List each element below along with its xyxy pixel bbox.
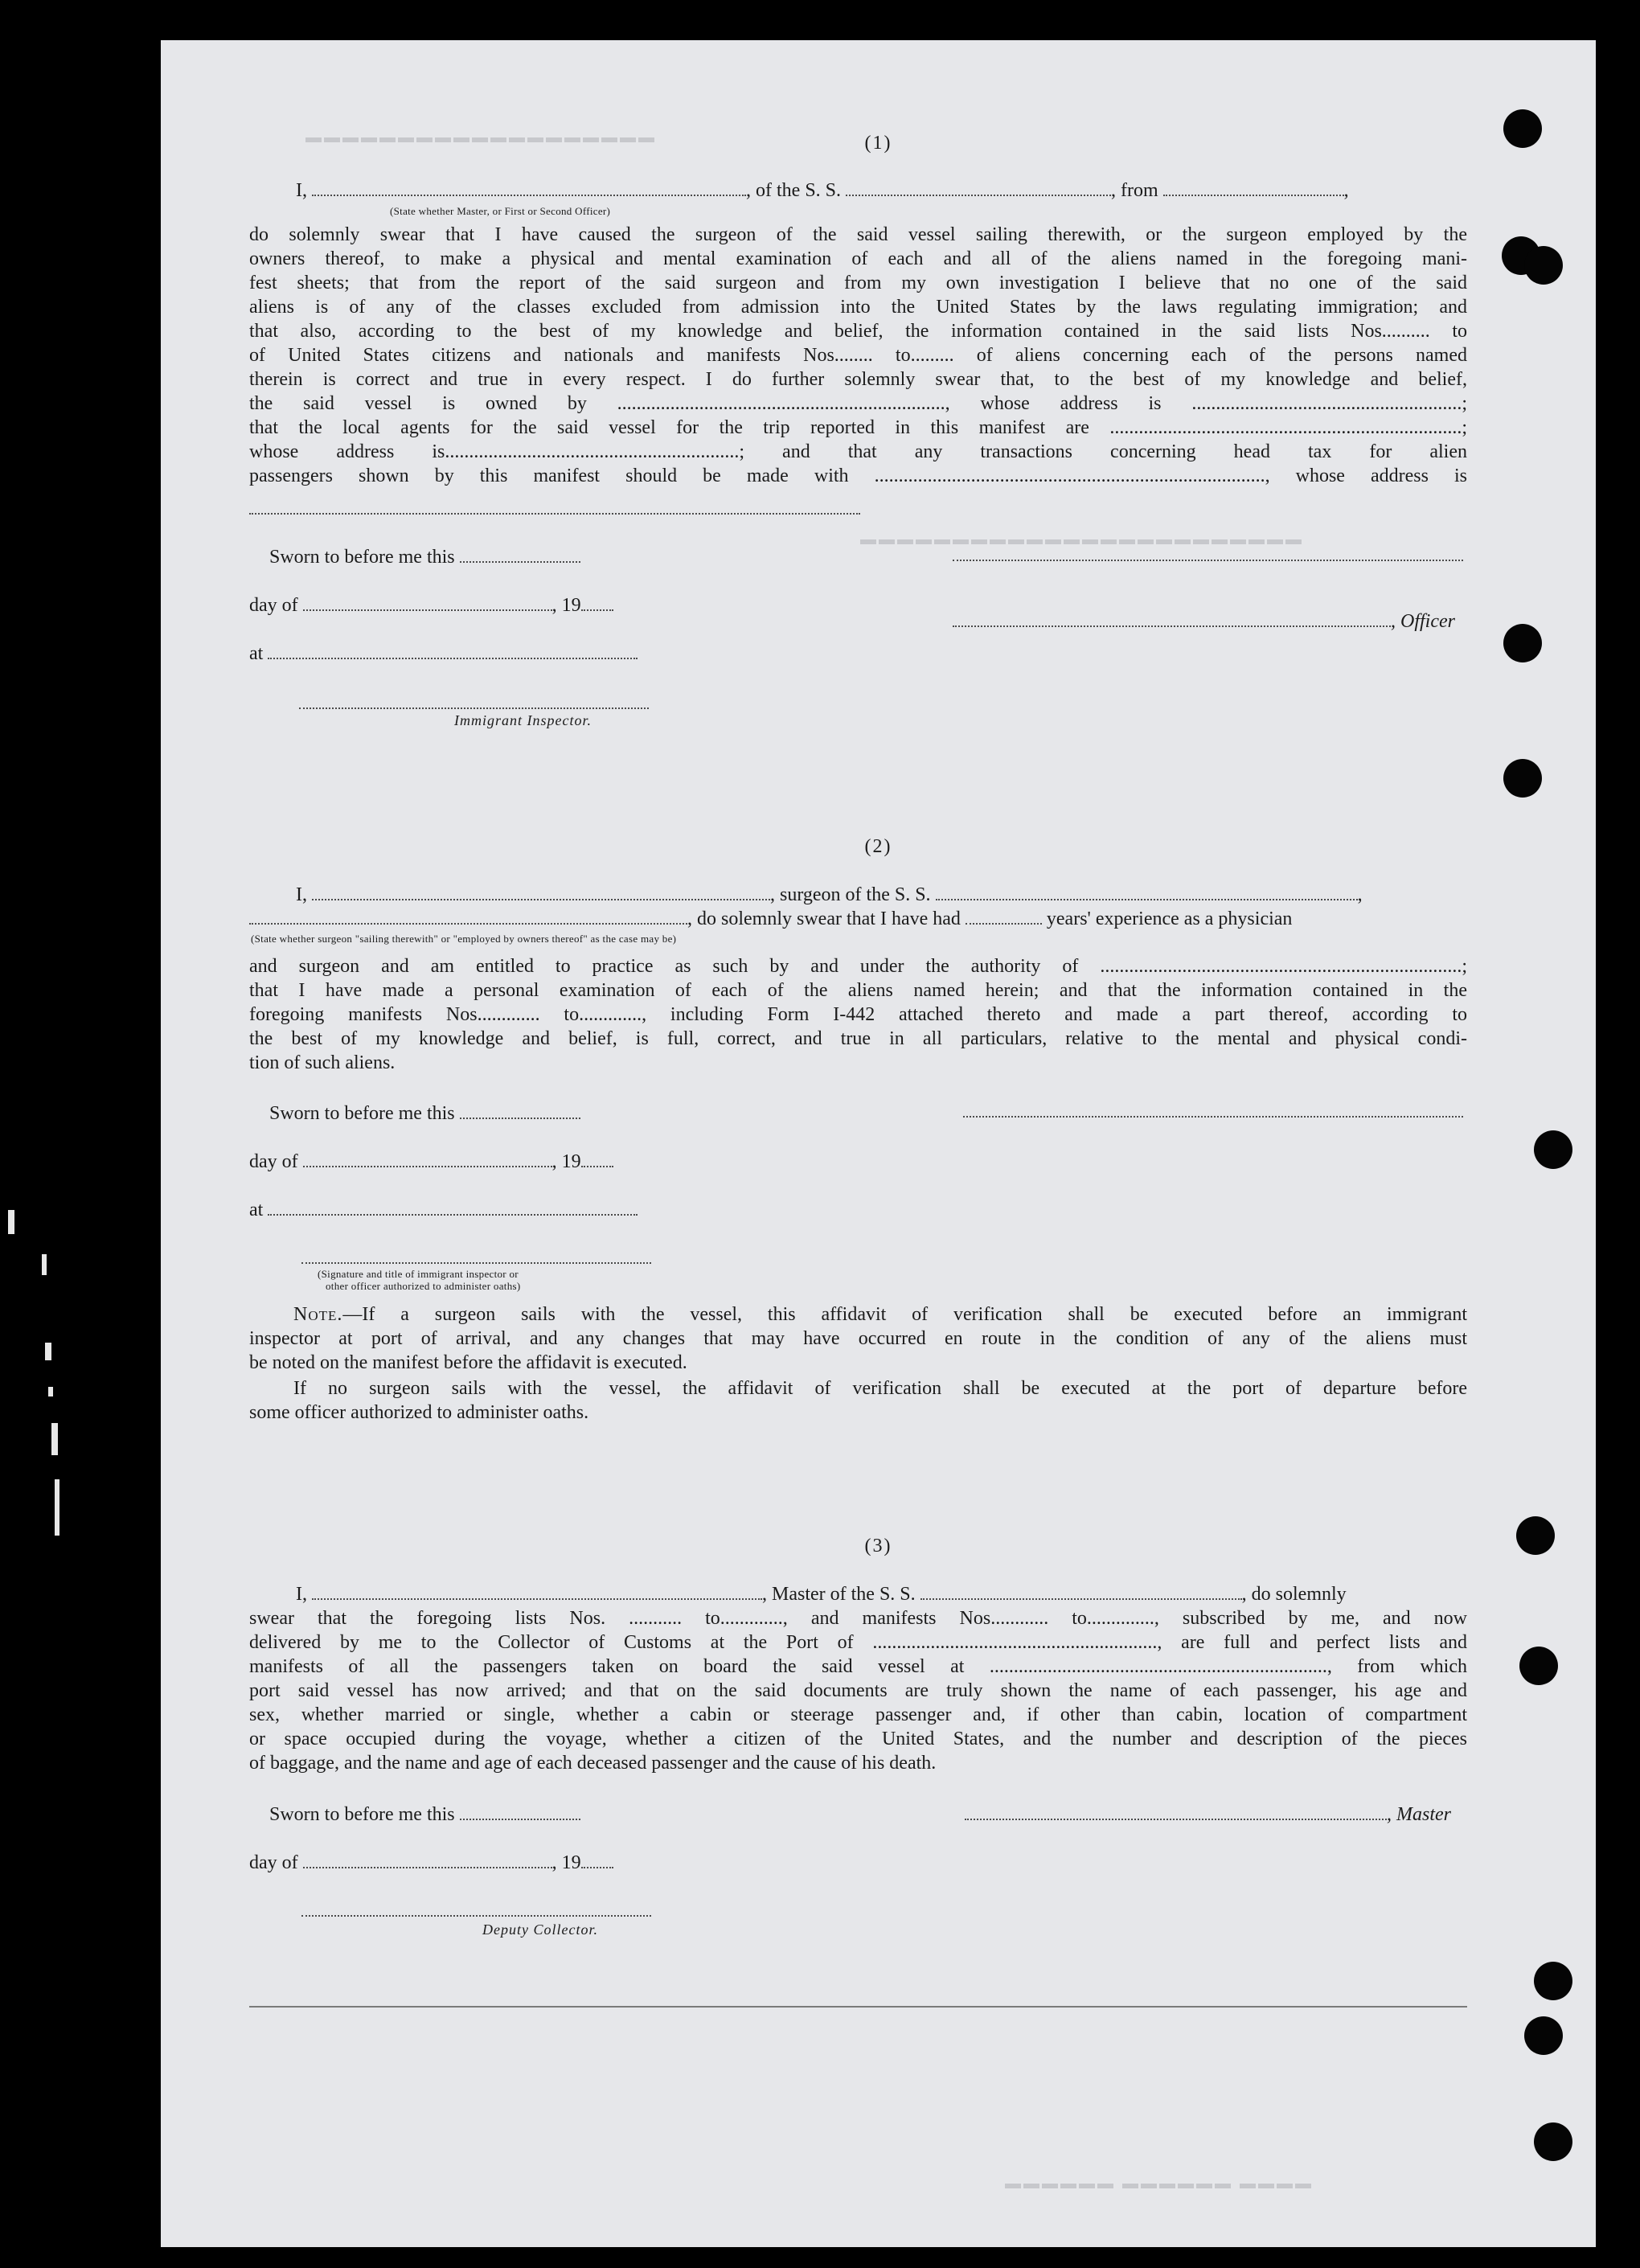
section-2-number: (2) (864, 836, 892, 857)
section-1-line: the said vessel is owned by ...................................................................., whose address is ........................................................; (249, 393, 1467, 414)
punch-hole (1503, 624, 1542, 662)
day-of-line-1: day of , 19 (249, 593, 613, 617)
bleed-through-text: ▬▬▬▬▬▬ ▬▬▬▬▬▬ ▬▬▬▬ (1005, 2175, 1314, 2192)
punch-hole (1524, 246, 1563, 285)
surgeon-status-field[interactable] (249, 908, 687, 925)
examiner-signature-line[interactable] (301, 1262, 651, 1264)
section-2-line: that I have made a personal examination of each of the aliens named herein; and that the information contained in the (249, 980, 1467, 1001)
note-line: some officer authorized to administer oaths. (249, 1402, 589, 1423)
at-line-2: at (249, 1198, 638, 1222)
section-1-line: that the local agents for the said vessel for the trip reported in this manifest are .........................................................................; (249, 417, 1467, 438)
year-field-3[interactable] (581, 1852, 613, 1868)
sworn-date-field-2[interactable] (460, 1103, 580, 1119)
sworn-line-1: Sworn to before me this (269, 545, 580, 569)
section-3-line: of baggage, and the name and age of each deceased passenger and the cause of his death. (249, 1753, 937, 1774)
agent-address-field[interactable] (249, 513, 860, 515)
punch-hole (1534, 1962, 1572, 2000)
sworn-date-field-3[interactable] (460, 1804, 580, 1820)
section-1-line: do solemnly swear that I have caused the surgeon of the said vessel sailing therewith, or the surgeon employed by the (249, 224, 1467, 245)
section-2-line: foregoing manifests Nos............. to............., including Form I-442 attached thereto and made a part thereof, according to (249, 1004, 1467, 1025)
master-name-field[interactable] (312, 1584, 762, 1600)
section-1-line: therein is correct and true in every respect. I do further solemnly swear that, to the best of my knowledge and belief, (249, 369, 1467, 390)
bleed-through-text: ▬▬▬▬▬▬▬▬▬▬▬▬▬▬▬▬▬▬▬ (305, 129, 657, 146)
day-of-field-3[interactable] (303, 1852, 552, 1868)
margin-mark (48, 1387, 53, 1396)
margin-mark (51, 1423, 58, 1455)
officer-signature-line[interactable] (953, 560, 1463, 561)
section-3-line: sex, whether married or single, whether a cabin or steerage passenger and, if other than cabin, location of compartment (249, 1704, 1467, 1725)
section-1-number: (1) (864, 133, 892, 154)
surgeon-signature-line[interactable] (963, 1116, 1463, 1118)
at-place-field-1[interactable] (268, 643, 638, 659)
note-line: inspector at port of arrival, and any changes that may have occurred en route in the condition of any of the aliens must (249, 1328, 1467, 1349)
section-3-line: manifests of all the passengers taken on board the said vessel at ......................................................................, from which (249, 1656, 1467, 1677)
surgeon-name-field[interactable] (312, 884, 770, 900)
punch-hole (1524, 2016, 1563, 2055)
section-1-line: owners thereof, to make a physical and mental examination of each and all of the aliens named in the foregoing mani- (249, 248, 1467, 269)
day-of-field-2[interactable] (303, 1151, 552, 1167)
section-1-line: whose address is.............................................................; and that any transactions concerning head tax for alien (249, 441, 1467, 462)
day-of-line-3: day of , 19 (249, 1851, 613, 1875)
day-of-line-2: day of , 19 (249, 1150, 613, 1174)
vessel-name-field[interactable] (846, 180, 1111, 196)
section-2-line: tion of such aliens. (249, 1052, 396, 1073)
years-experience-field[interactable] (966, 908, 1042, 925)
section-1-line: fest sheets; that from the report of the said surgeon and from my own investigation I believe that no one of the said (249, 273, 1467, 293)
sworn-line-2: Sworn to before me this (269, 1101, 580, 1126)
inspector-signature-line[interactable] (299, 707, 649, 709)
master-vessel-field[interactable] (920, 1584, 1242, 1600)
section-3-first-line: I, , Master of the S. S. , do solemnly (296, 1584, 1347, 1605)
section-1-caption: (State whether Master, or First or Second Officer) (390, 205, 611, 217)
deputy-collector-label: Deputy Collector. (482, 1921, 598, 1938)
margin-mark (8, 1210, 14, 1234)
section-1-line: that also, according to the best of my knowledge and belief, the information contained in the said lists Nos.......... to (249, 321, 1467, 342)
master-signature-field[interactable] (965, 1804, 1387, 1820)
surgeon-vessel-field[interactable] (936, 884, 1358, 900)
day-of-field-1[interactable] (303, 595, 552, 611)
note-line: If no surgeon sails with the vessel, the affidavit of verification shall be executed at the port of departure before (293, 1378, 1467, 1399)
bleed-through-text: ▬▬▬▬▬▬▬▬▬▬▬▬▬▬▬▬▬▬▬▬▬▬▬▬ (860, 531, 1304, 548)
section-2-line: and surgeon and am entitled to practice as such by and under the authority of ...........................................................................; (249, 956, 1467, 977)
section-2-line: the best of my knowledge and belief, is full, correct, and true in all particulars, relative to the mental and physical condi- (249, 1028, 1467, 1049)
punch-hole (1503, 759, 1542, 798)
margin-mark (45, 1343, 51, 1360)
section-3-line: swear that the foregoing lists Nos. ........... to............., and manifests Nos............ to.............., subscribed by me, and now (249, 1608, 1467, 1629)
section-2-first-line: I, , surgeon of the S. S. , (296, 884, 1363, 905)
manifest-affidavit-page (161, 40, 1596, 2247)
bottom-rule (249, 2006, 1467, 2008)
section-3-number: (3) (864, 1536, 892, 1556)
section-2-caption: (State whether surgeon "sailing therewith" or "employed by owners thereof" as the case may be) (251, 933, 677, 945)
section-1-first-line: I, , of the S. S. , from , (296, 180, 1349, 201)
master-line: , Master (965, 1803, 1451, 1827)
at-place-field-2[interactable] (268, 1200, 638, 1216)
section-3-line: port said vessel has now arrived; and that on the said documents are truly shown the name of each passenger, his age and (249, 1680, 1467, 1701)
officer-title-field[interactable] (953, 611, 1391, 627)
section-3-line: or space occupied during the voyage, whether a citizen of the United States, and the number and description of the pieces (249, 1729, 1467, 1749)
immigrant-inspector-label: Immigrant Inspector. (454, 712, 592, 728)
section-1-line: of United States citizens and nationals and manifests Nos........ to......... of aliens concerning each of the persons named (249, 345, 1467, 366)
sworn-date-field-1[interactable] (460, 547, 580, 563)
section-3-line: delivered by me to the Collector of Customs at the Port of ..........................................................., are full and perfect lists and (249, 1632, 1467, 1653)
officer-name-field[interactable] (312, 180, 746, 196)
note-line: Note.—If a surgeon sails with the vessel, this affidavit of verification shall be executed before an immigrant (293, 1304, 1467, 1325)
section-1-line: passengers shown by this manifest should be made with ................................................................................., whose address is (249, 465, 1467, 486)
sworn-line-3: Sworn to before me this (269, 1803, 580, 1827)
section-1-line: aliens is of any of the classes excluded from admission into the United States by the laws regulating immigration; and (249, 297, 1467, 318)
margin-mark (55, 1479, 59, 1536)
year-field-1[interactable] (581, 595, 613, 611)
punch-hole (1519, 1647, 1558, 1685)
signature-caption-1: (Signature and title of immigrant inspector or (318, 1268, 519, 1280)
punch-hole (1534, 1130, 1572, 1169)
punch-hole (1534, 2122, 1572, 2161)
signature-caption-2: other officer authorized to administer oaths) (326, 1280, 521, 1292)
year-field-2[interactable] (581, 1151, 613, 1167)
at-line-1: at (249, 642, 638, 666)
note-line: be noted on the manifest before the affidavit is executed. (249, 1352, 687, 1373)
officer-line: , Officer (953, 609, 1455, 634)
collector-signature-line[interactable] (301, 1915, 651, 1917)
margin-mark (42, 1254, 47, 1275)
origin-port-field[interactable] (1163, 180, 1344, 196)
section-2-second-line: , do solemnly swear that I have had years' experience as a physician (249, 907, 1292, 931)
